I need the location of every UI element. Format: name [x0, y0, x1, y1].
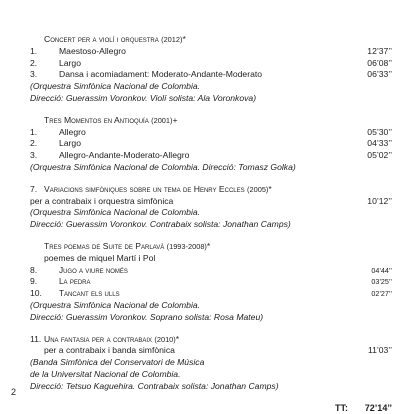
- track-duration: 11’03’’: [367, 345, 392, 356]
- page-number: 2: [11, 387, 17, 397]
- track-row[interactable]: [30, 288, 392, 300]
- track-duration: 05’30’’: [367, 126, 392, 137]
- performer-note: (Banda Simfònica del Conservatori de Música: [30, 357, 205, 368]
- track-number: 8.: [30, 264, 38, 275]
- track-title: Dansa i acomiadament: Moderato-Andante-Moderato: [59, 69, 263, 80]
- work-concert-violi: [30, 34, 392, 105]
- track-duration: 06’08’’: [367, 57, 392, 68]
- work-year: (1993-2008): [166, 241, 207, 251]
- work-subtitle: per a contrabaix i banda simfònica: [44, 345, 175, 356]
- work-title: Concert per a violí i orquestra: [44, 34, 159, 44]
- work-subtitle-line: [30, 253, 392, 265]
- performer-note: (Orquestra Simfònica Nacional de Colombia.: [30, 207, 201, 218]
- track-row[interactable]: [30, 69, 392, 81]
- work-title-line[interactable]: [30, 184, 392, 196]
- track-duration: 05’02’’: [367, 150, 392, 161]
- work-year: (2010): [154, 334, 176, 344]
- track-duration: 04’33’’: [367, 138, 392, 149]
- performer-note: (Orquestra Simfònica Nacional de Colombia.: [30, 299, 201, 310]
- work-title-line[interactable]: [30, 334, 392, 346]
- performer-note: Direcció: Tetsuo Kaguehira. Contrabaix solista: Jonathan Camps): [30, 380, 279, 391]
- performer-note: (Orquestra Simfònica Nacional de Colombia. Direcció: Tomasz Golka): [30, 161, 296, 172]
- track-title: Allegro-Andante-Moderato-Allegro: [59, 150, 190, 161]
- work-title: Una fantasia per a contrabaix: [44, 333, 152, 344]
- track-number: 11.: [30, 333, 42, 344]
- track-title: Maestoso-Allegro: [59, 45, 126, 56]
- performer-note: de la Universitat Nacional de Colombia.: [30, 368, 181, 379]
- track-number: 1.: [30, 126, 38, 137]
- work-subtitle-line: [30, 345, 392, 357]
- track-number: 10.: [30, 288, 42, 299]
- track-row[interactable]: [30, 265, 392, 277]
- total-time-value: 72’14’’: [364, 402, 392, 413]
- track-title: Largo: [59, 138, 81, 149]
- track-number: 3.: [30, 150, 38, 161]
- track-row[interactable]: [30, 138, 392, 150]
- track-row[interactable]: [30, 127, 392, 139]
- track-title: Largo: [59, 57, 81, 68]
- track-duration: 12’37’’: [367, 45, 392, 56]
- work-variacions: [30, 184, 392, 231]
- track-number: 3.: [30, 69, 38, 80]
- work-subtitle-line: [30, 196, 392, 208]
- work-marker: *: [175, 333, 180, 344]
- track-number: 9.: [30, 276, 38, 287]
- total-time-label: TT:: [335, 402, 348, 413]
- track-row[interactable]: [30, 276, 392, 288]
- track-duration: 06’33’’: [367, 69, 392, 80]
- performer-note: Direcció: Guerassim Voronkov. Contrabaix solista: Jonathan Camps): [30, 219, 291, 230]
- work-subtitle: per a contrabaix i orquestra simfònica: [30, 195, 174, 206]
- track-title: Jugo a viure només: [59, 265, 128, 275]
- work-title: Tres poemas de Suite de Parlavà: [44, 240, 165, 251]
- work-marker: *: [182, 34, 186, 44]
- performer-note: (Orquestra Simfònica Nacional de Colombia.: [30, 81, 201, 92]
- track-number: 2.: [30, 138, 38, 149]
- work-marker: +: [172, 114, 178, 125]
- track-row[interactable]: [30, 150, 392, 162]
- track-row[interactable]: [30, 58, 392, 70]
- tracklist: [30, 34, 392, 414]
- track-duration: 03’25’’: [371, 277, 392, 287]
- track-title: Allegro: [59, 126, 86, 137]
- work-marker: *: [206, 240, 211, 251]
- track-number: 7.: [30, 183, 38, 194]
- track-number: 1.: [30, 45, 38, 56]
- track-duration: 10’12’’: [367, 195, 392, 206]
- work-title: Tres Momentos en Antioquía: [44, 114, 149, 125]
- work-title-line: [30, 34, 392, 46]
- work-tres-poemas: [30, 241, 392, 324]
- total-time-line: [30, 403, 392, 414]
- track-duration: 02’27’’: [371, 289, 392, 299]
- work-subtitle: poemes de miquel Martí i Pol: [44, 252, 156, 263]
- work-title: Variacions simfòniques sobre un tema de Henry Eccles: [44, 183, 245, 194]
- track-duration: 04’44’’: [371, 265, 392, 275]
- work-title-line: [30, 241, 392, 253]
- performer-note: Direcció: Guerassim Voronkov. Soprano solista: Rosa Mateu): [30, 311, 264, 322]
- work-title-line: [30, 115, 392, 127]
- work-year: (2012): [161, 35, 183, 44]
- work-marker: *: [268, 183, 272, 194]
- work-year: (2005): [247, 184, 269, 194]
- work-fantasia: [30, 334, 392, 393]
- work-year: (2001): [151, 115, 173, 125]
- track-row[interactable]: [30, 46, 392, 58]
- performer-note: Direcció: Guerassim Voronkov. Violí solista: Ala Voronkova): [30, 92, 257, 103]
- track-title: Tancant els ulls: [59, 289, 120, 299]
- track-title: La pedra: [59, 277, 91, 287]
- track-number: 2.: [30, 57, 38, 68]
- work-tres-momentos: [30, 115, 392, 174]
